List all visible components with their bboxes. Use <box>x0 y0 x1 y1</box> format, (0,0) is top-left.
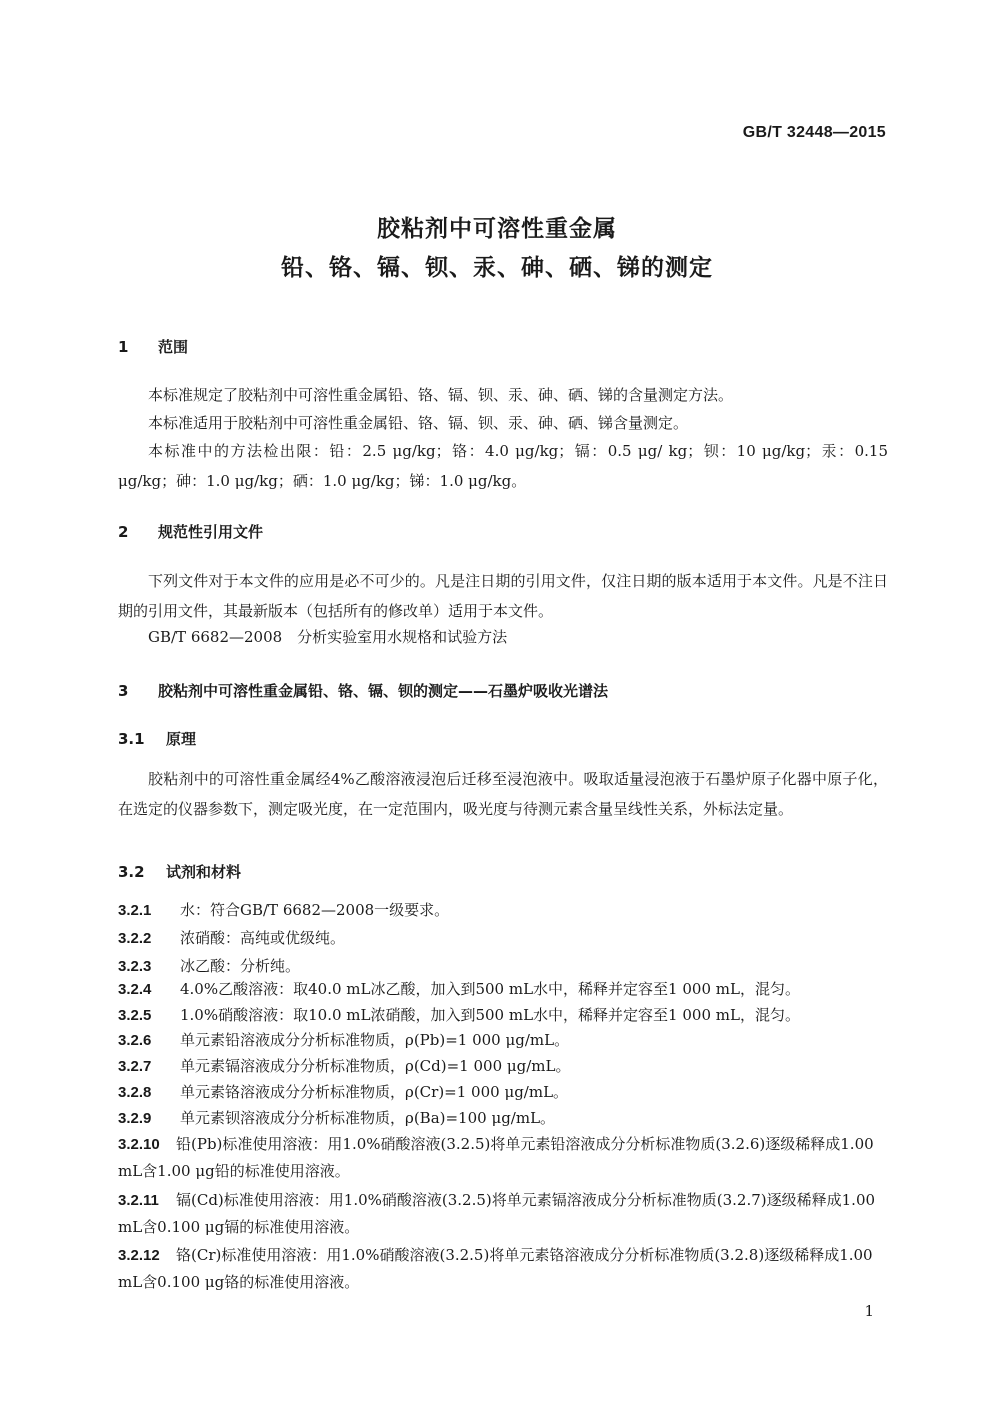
reagent-item <box>118 897 888 924</box>
item-text: 单元素镉溶液成分分析标准物质，ρ(Cd)=1 000 μg/mL。 <box>180 1057 571 1075</box>
item-number: 3.2.3 <box>118 958 152 975</box>
reagent-item <box>118 1002 888 1029</box>
item-text: 冰乙酸：分析纯。 <box>180 957 301 975</box>
item-text: 单元素铅溶液成分分析标准物质，ρ(Pb)=1 000 μg/mL。 <box>180 1031 570 1049</box>
section-3-2-heading <box>118 861 241 882</box>
item-text: 镉(Cd)标准使用溶液：用1.0%硝酸溶液(3.2.5)将单元素镉溶液成分分析标准物质(3.2.7)逐级稀释成1.00 mL含0.100 μg镉的标准使用溶液。 <box>118 1191 876 1236</box>
reagent-item <box>118 1105 888 1132</box>
item-text: 铬(Cr)标准使用溶液：用1.0%硝酸溶液(3.2.5)将单元素铬溶液成分分析标准物质(3.2.8)逐级稀释成1.00 mL含0.100 μg铬的标准使用溶液。 <box>118 1246 873 1291</box>
item-number: 3.2.2 <box>118 930 152 947</box>
reagent-item <box>118 1027 888 1054</box>
reagent-item <box>118 925 888 952</box>
reagent-item <box>118 976 888 1003</box>
scope-paragraph-3: 本标准中的方法检出限：铅：2.5 μg/kg；铬：4.0 μg/kg；镉：0.5 μg/ kg；钡：10 μg/kg；汞：0.15 μg/kg；砷：1.0 μg/kg；硒：1.0 μg/kg；锑：1.0 μg/kg。 <box>118 442 888 490</box>
item-number: 3.2.6 <box>118 1032 152 1049</box>
section-title: 胶粘剂中可溶性重金属铅、铬、镉、钡的测定——石墨炉吸收光谱法 <box>158 682 609 700</box>
section-title: 原理 <box>166 730 197 748</box>
item-number: 3.2.4 <box>118 981 152 998</box>
item-text: 浓硝酸：高纯或优级纯。 <box>180 929 346 947</box>
item-text: 铅(Pb)标准使用溶液：用1.0%硝酸溶液(3.2.5)将单元素铅溶液成分分析标准物质(3.2.6)逐级稀释成1.00 mL含1.00 μg铅的标准使用溶液。 <box>118 1135 874 1180</box>
reagent-item <box>118 1242 888 1296</box>
section-3-heading <box>118 680 608 701</box>
item-number: 3.2.9 <box>118 1110 152 1127</box>
item-number: 3.2.11 <box>118 1192 159 1209</box>
section-number: 3.1 <box>118 730 145 748</box>
item-number: 3.2.5 <box>118 1007 152 1024</box>
section-3-1-heading <box>118 728 196 749</box>
document-title-line2: 铅、铬、镉、钡、汞、砷、硒、锑的测定 <box>281 255 713 281</box>
item-number: 3.2.7 <box>118 1058 152 1075</box>
standard-number: GB/T 32448—2015 <box>742 124 886 141</box>
scope-paragraph-1: 本标准规定了胶粘剂中可溶性重金属铅、铬、镉、钡、汞、砷、硒、锑的含量测定方法。 <box>148 386 734 404</box>
section-number: 3.2 <box>118 863 145 881</box>
document-title-line1: 胶粘剂中可溶性重金属 <box>377 216 617 242</box>
scope-paragraph-2: 本标准适用于胶粘剂中可溶性重金属铅、铬、镉、钡、汞、砷、硒、锑含量测定。 <box>148 414 689 432</box>
item-text: 1.0%硝酸溶液：取10.0 mL浓硝酸，加入到500 mL水中，稀释并定容至1 000 mL，混匀。 <box>180 1006 800 1024</box>
normative-references-paragraph: 下列文件对于本文件的应用是必不可少的。凡是注日期的引用文件，仅注日期的版本适用于本文件。凡是不注日期的引用文件，其最新版本（包括所有的修改单）适用于本文件。 <box>118 572 888 620</box>
section-2-heading <box>118 521 263 542</box>
item-text: 水：符合GB/T 6682—2008一级要求。 <box>180 901 450 919</box>
reagent-item <box>118 1079 888 1106</box>
normative-reference-entry: GB/T 6682—2008 分析实验室用水规格和试验方法 <box>148 628 508 646</box>
section-number: 1 <box>118 338 129 356</box>
section-number: 2 <box>118 523 129 541</box>
item-number: 3.2.8 <box>118 1084 152 1101</box>
section-title: 规范性引用文件 <box>158 523 264 541</box>
principle-paragraph: 胶粘剂中的可溶性重金属经4%乙酸溶液浸泡后迁移至浸泡液中。吸取适量浸泡液于石墨炉原子化器中原子化，在选定的仪器参数下，测定吸光度，在一定范围内，吸光度与待测元素含量呈线性关系，外标法定量。 <box>118 770 888 818</box>
reagent-item <box>118 1187 888 1241</box>
section-title: 试剂和材料 <box>166 863 242 881</box>
section-1-heading <box>118 336 188 357</box>
page-number: 1 <box>864 1302 874 1320</box>
reagent-item <box>118 1053 888 1080</box>
section-title: 范围 <box>158 338 189 356</box>
item-number: 3.2.10 <box>118 1136 160 1153</box>
item-text: 单元素钡溶液成分分析标准物质，ρ(Ba)=100 μg/mL。 <box>180 1109 556 1127</box>
item-number: 3.2.12 <box>118 1247 160 1264</box>
item-text: 单元素铬溶液成分分析标准物质，ρ(Cr)=1 000 μg/mL。 <box>180 1083 569 1101</box>
section-number: 3 <box>118 682 129 700</box>
item-text: 4.0%乙酸溶液：取40.0 mL冰乙酸，加入到500 mL水中，稀释并定容至1 000 mL，混匀。 <box>180 980 800 998</box>
item-number: 3.2.1 <box>118 902 152 919</box>
reagent-item <box>118 1131 888 1185</box>
